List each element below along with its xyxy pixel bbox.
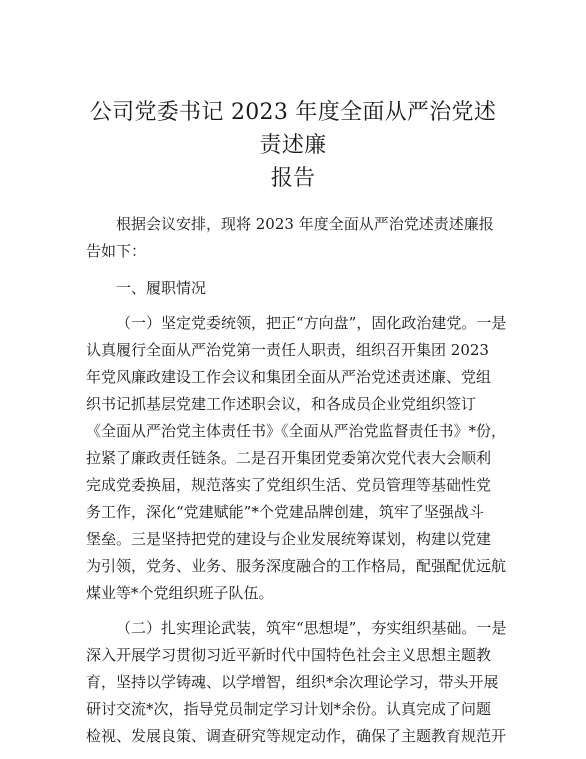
title-line-1: 公司党委书记 2023 年度全面从严治党述责述廉 [89, 100, 497, 158]
paragraph-2 [86, 615, 507, 750]
paragraph-line: 为引领，党务、业务、服务深度融合的工作格局，配强配优远航 [86, 557, 507, 575]
paragraph-line: 年党风廉政建设工作会议和集团全面从严治党述责述廉、党组 [86, 368, 492, 386]
paragraph-line: （一）坚定党委统领，把正“方向盘”，固化政治建党。一是 [116, 314, 507, 332]
paragraph-1 [86, 310, 507, 607]
paragraph-line: 检视、发展良策、调查研究等规定动作，确保了主题教育规范开 [86, 727, 507, 745]
paragraph-line: 拉紧了廉政责任链条。二是召开集团党委第次党代表大会顺利 [86, 449, 492, 467]
intro-line: 告如下： [86, 242, 147, 260]
paragraph-line: 育，坚持以学铸魂、以学增智，组织*余次理论学习，带头开展 [86, 673, 499, 691]
paragraph-line: 研讨交流*次，指导党员制定学习计划*余份。认真完成了问题 [86, 700, 492, 718]
document-body [86, 211, 507, 750]
intro-line: 根据会议安排，现将 2023 年度全面从严治党述责述廉报 [116, 215, 494, 233]
document-title [86, 0, 500, 195]
paragraph-line: 煤业等*个党组织班子队伍。 [86, 584, 274, 602]
paragraph-line: 《全面从严治党主体责任书》《全面从严治党监督责任书》*份， [86, 422, 507, 440]
paragraph-line: 务工作，深化“党建赋能”*个党建品牌创建，筑牢了坚强战斗 [86, 503, 484, 521]
paragraph-gap [86, 607, 500, 615]
paragraph-line: 深入开展学习贯彻习近平新时代中国特色社会主义思想主题教 [86, 646, 492, 664]
paragraph-line: 织书记抓基层党建工作述职会议，和各成员企业党组织签订 [86, 395, 477, 413]
paragraph-line: 堡垒。三是坚持把党的建设与企业发展统筹谋划，构建以党建 [86, 530, 492, 548]
paragraph-line: 完成党委换届，规范落实了党组织生活、党员管理等基础性党 [86, 476, 492, 494]
title-line-2: 报告 [270, 166, 316, 191]
intro-paragraph [86, 211, 500, 265]
paragraph-line: （二）扎实理论武装，筑牢“思想堤”，夯实组织基础。一是 [116, 619, 507, 637]
section-heading: 一、履职情况 [116, 279, 207, 297]
paragraph-line: 认真履行全面从严治党第一责任人职责，组织召开集团 2023 [86, 341, 489, 359]
